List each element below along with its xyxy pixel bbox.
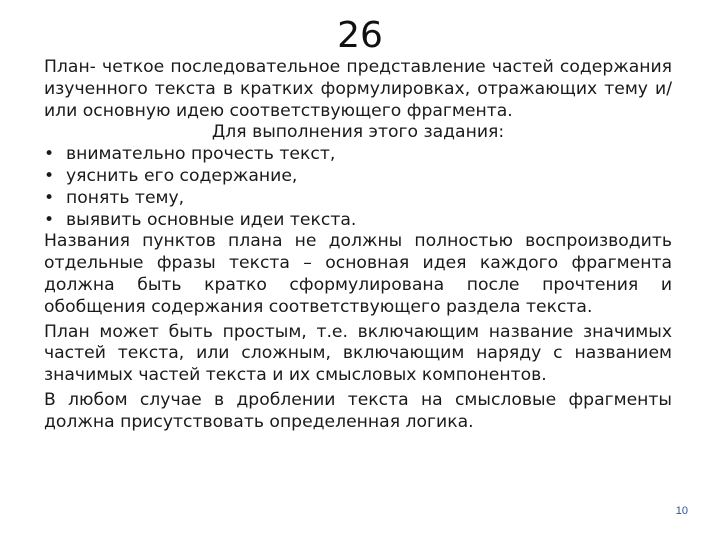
list-item-text: уяснить его содержание, (66, 165, 298, 186)
page-number: 10 (675, 505, 688, 517)
list-item-text: выявить основные идеи текста. (66, 209, 357, 230)
steps-list (44, 144, 672, 231)
list-item (44, 210, 672, 232)
list-item-text: внимательно прочесть текст, (66, 144, 336, 165)
slide-number-heading: 26 (337, 15, 383, 56)
list-item-text: понять тему, (66, 187, 185, 208)
bullet-icon: • (44, 144, 55, 165)
list-item (44, 144, 672, 166)
plan-definition: План- четкое последовательное представление частей содержания изученного текста в кратких формулировках, отражающих тему и/или основную идею соответствующего фрагмента. (44, 57, 672, 121)
paragraph-plan-names: Названия пунктов плана не должны полностью воспроизводить отдельные фразы текста – основная идея каждого фрагмента должна быть кратко сформулирована после прочтения и обобщения содержания соответствующего раздела текста. (44, 231, 672, 317)
list-item (44, 166, 672, 188)
bullet-icon: • (44, 165, 55, 186)
task-heading: Для выполнения этого задания: (211, 122, 505, 143)
slide-content (44, 57, 672, 434)
paragraph-logic: В любом случае в дроблении текста на смысловые фрагменты должна присутствовать определенная логика. (44, 389, 672, 432)
list-item (44, 188, 672, 210)
bullet-icon: • (44, 187, 55, 208)
bullet-icon: • (44, 209, 55, 230)
paragraph-plan-types: План может быть простым, т.е. включающим название значимых частей текста, или сложным, включающим наряду с названием значимых частей текста и их смысловых компонентов. (44, 321, 672, 386)
